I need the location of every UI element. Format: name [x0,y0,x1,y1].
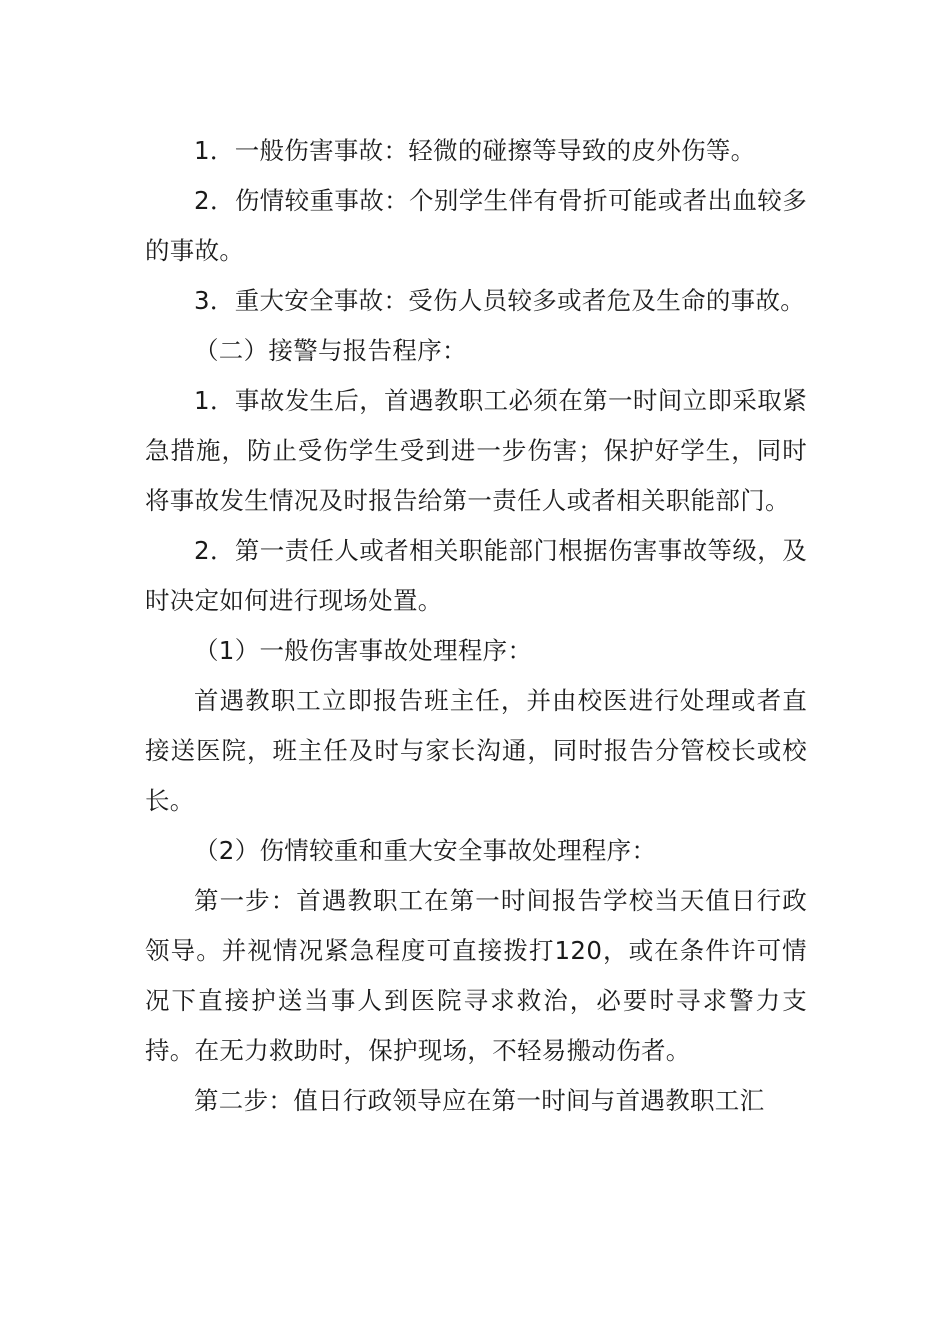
subheading-serious-procedure: （2）伤情较重和重大安全事故处理程序： [194,836,657,865]
paragraph-minor-procedure: 首遇教职工立即报告班主任，并由校医进行处理或者直接送医院，班主任及时与家长沟通，同时报告分管校长或校长。 [145,686,807,815]
document-body [145,126,807,1126]
subheading-minor-procedure: （1）一般伤害事故处理程序： [194,636,533,665]
paragraph-first-response: 1．事故发生后，首遇教职工必须在第一时间立即采取紧急措施，防止受伤学生受到进一步伤害；保护好学生，同时将事故发生情况及时报告给第一责任人或者相关职能部门。 [145,386,807,515]
paragraph-minor-injury: 1．一般伤害事故：轻微的碰擦等导致的皮外伤等。 [194,136,756,165]
paragraph-step-two: 第二步：值日行政领导应在第一时间与首遇教职工汇 [194,1086,765,1115]
paragraph-step-one: 第一步：首遇教职工在第一时间报告学校当天值日行政领导。并视情况紧急程度可直接拨打120，或在条件许可情况下直接护送当事人到医院寻求救治，必要时寻求警力支持。在无力救助时，保护现场，不轻易搬动伤者。 [145,886,807,1065]
paragraph-serious-injury: 2．伤情较重事故：个别学生伴有骨折可能或者出血较多的事故。 [145,186,807,265]
paragraph-major-accident: 3．重大安全事故：受伤人员较多或者危及生命的事故。 [194,286,806,315]
paragraph-responsible-decision: 2．第一责任人或者相关职能部门根据伤害事故等级，及时决定如何进行现场处置。 [145,536,807,615]
section-heading-reporting: （二）接警与报告程序： [194,336,467,365]
